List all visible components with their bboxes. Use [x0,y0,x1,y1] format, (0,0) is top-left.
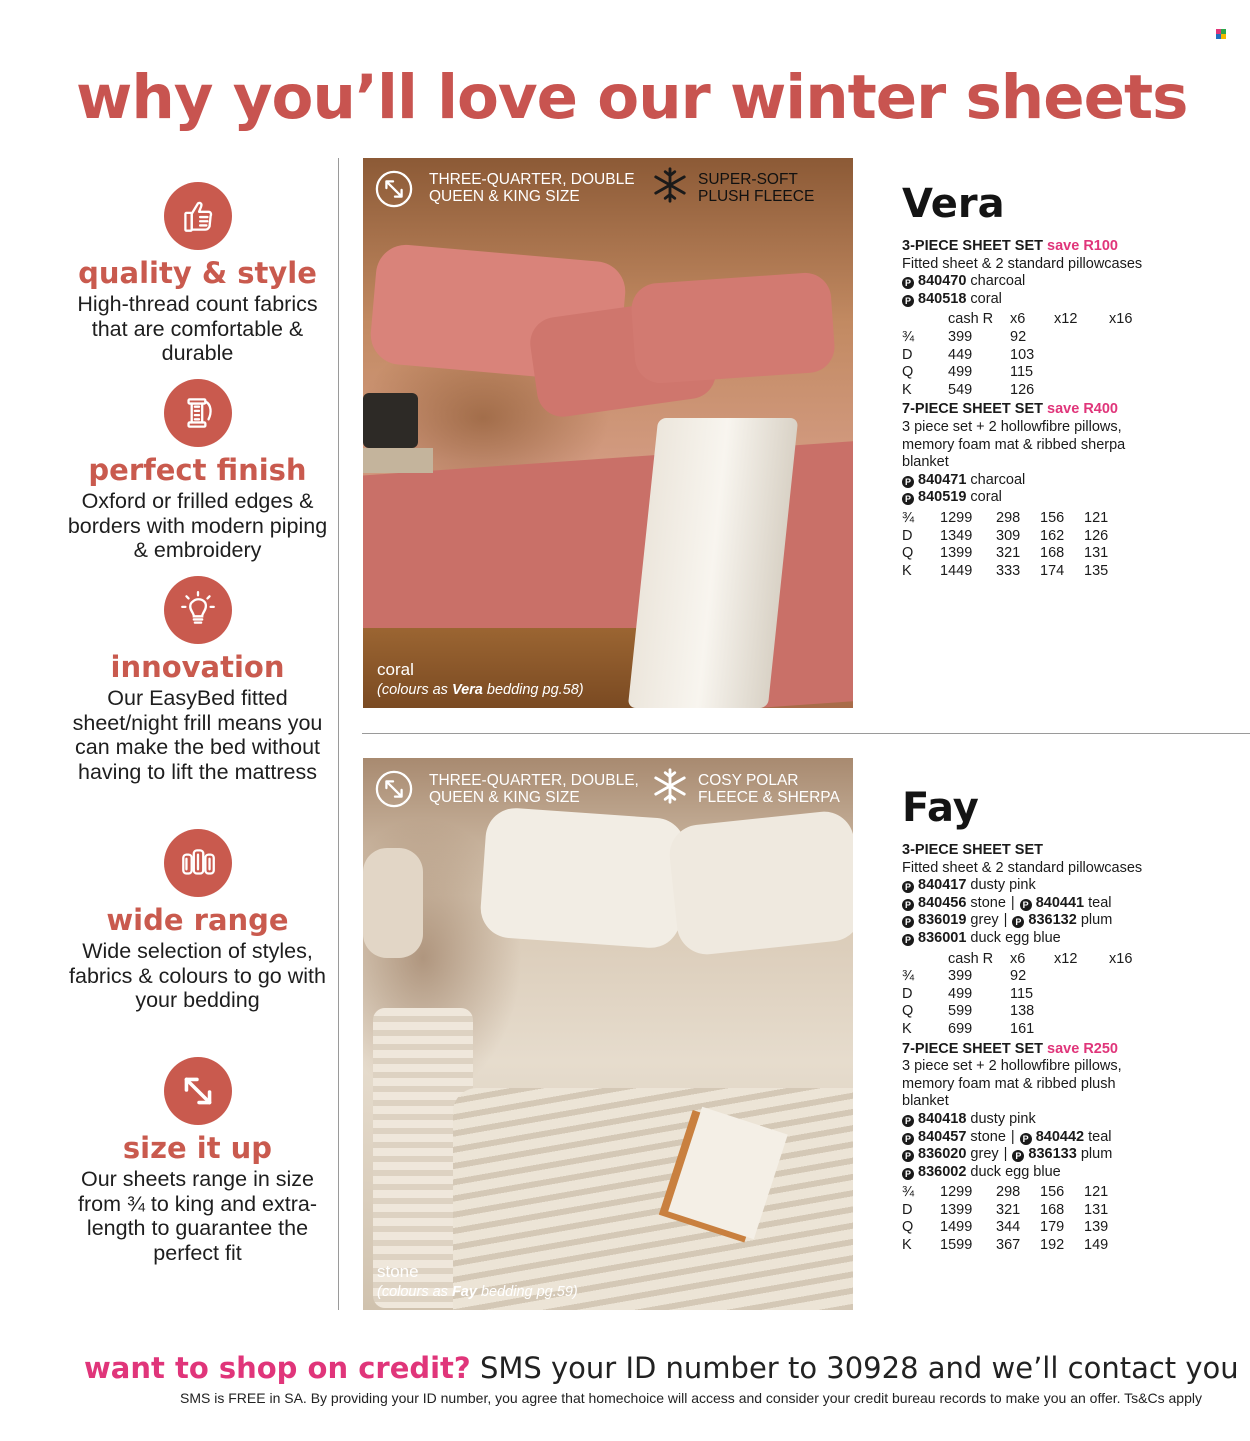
brand-logo [1216,29,1226,39]
fay-product-photo [363,758,853,1310]
pillow [630,271,836,385]
code-marker-icon: P [902,881,914,893]
credit-text: SMS your ID number to 30928 and we’ll contact you [470,1351,1239,1385]
code-marker-icon: P [902,295,914,307]
price-row: ¾ 399 92 [902,328,1027,345]
code-marker-icon: P [902,1133,914,1145]
set-description: Fitted sheet & 2 standard pillowcases [902,255,1143,272]
code-marker-icon: P [1012,1150,1024,1162]
product-name: Fay [902,785,979,831]
price-row: ¾ 1299 298 156 121 [902,509,1109,526]
set-heading [902,842,1242,860]
set-heading [902,1041,1242,1059]
feature-line: COSY POLAR [698,772,799,789]
feature-text: Oxford or frilled edges & borders with modern piping & embroidery [67,489,328,562]
column-divider [338,158,339,1310]
set-title: 3-PIECE SHEET SET [902,842,1044,858]
feature-line: SUPER-SOFT [698,171,798,188]
photo-caption-sub: (colours as Fay bedding pg.59) [377,1284,578,1300]
section-divider [362,733,1250,734]
code-marker-icon: P [902,916,914,928]
price-row: Q 499 115 [902,364,1034,381]
lamp-base [363,848,423,958]
feature-title: perfect finish [88,453,307,487]
set-description: 3 piece set + 2 hollowfibre pillows, memory foam mat & ribbed sherpa blanket [902,418,1126,471]
set-title: 7-PIECE SHEET SET [902,1040,1044,1057]
code-marker-icon: P [902,899,914,911]
code-marker-icon: P [1012,916,1024,928]
snowflake-icon [651,166,689,204]
price-row: D 1349 309 162 126 [902,527,1109,544]
snowflake-icon [651,767,689,805]
code-marker-icon: P [902,476,914,488]
feature-line: QUEEN & KING SIZE [429,789,580,806]
fay-product-info [902,786,1242,1257]
set-description: 3 piece set + 2 hollowfibre pillows, memory foam mat & ribbed plush blanket [902,1058,1122,1110]
product-code-line: P 836020 grey | P 836133 plum [902,1146,1242,1164]
price-row: D 499 115 [902,985,1034,1002]
column-header: x6 [1010,311,1026,328]
credit-lead: want to shop on credit? [84,1351,471,1385]
price-table [902,1184,1108,1254]
feature-line: FLEECE & SHERPA [698,789,840,806]
feature-title: quality & style [78,256,317,290]
pillow [667,809,853,958]
product-code-line: P 836019 grey | P 836132 plum [902,912,1242,930]
books [363,448,433,473]
product-code-line: P 840457 stone | P 840442 teal [902,1129,1242,1147]
feature-text: Our sheets range in size from ¾ to king and extra-length to guarantee the perfect fit [78,1167,317,1265]
feature-line: THREE-QUARTER, DOUBLE, [429,772,639,789]
photo-caption-sub: (colours as Vera bedding pg.58) [377,682,584,698]
save-badge: save R250 [1047,1040,1118,1057]
fabric-rolls-icon [164,829,232,897]
set-heading [902,238,1242,256]
product-code-line: P 840519 coral [902,489,1242,507]
save-badge: save R400 [1047,401,1118,418]
size-feature-label [429,772,639,806]
resize-arrow-icon [164,1057,232,1125]
fabric-feature-label [698,772,840,806]
code-marker-icon: P [1020,1133,1032,1145]
pillow [479,806,688,950]
thumbs-up-icon [164,182,232,250]
column-header: x6 [1010,950,1026,967]
photo-caption: coral [377,660,414,679]
price-table [902,311,1132,399]
code-marker-icon: P [902,1168,914,1180]
price-table [902,510,1108,580]
resize-arrow-icon [375,770,413,808]
set-title: 3-PIECE SHEET SET [902,238,1044,254]
code-marker-icon: P [902,1115,914,1127]
feature-title: size it up [122,1131,273,1165]
feature-text: Wide selection of styles, fabrics & colours to go with your bedding [69,939,326,1012]
price-row: Q 1399 321 168 131 [902,545,1109,562]
price-table [902,951,1132,1039]
code-marker-icon: P [902,277,914,289]
plush-blanket [453,1088,853,1310]
code-marker-icon: P [902,1150,914,1162]
set-title: 7-PIECE SHEET SET [902,401,1044,418]
code-marker-icon: P [1020,899,1032,911]
feature-line: THREE-QUARTER, DOUBLE [429,171,635,188]
column-header: x16 [1109,950,1133,967]
column-header: x12 [1054,950,1078,967]
product-code-line: P 840470 charcoal [902,273,1242,291]
product-code-line: P 840518 coral [902,291,1242,309]
price-row: K 549 126 [902,381,1035,398]
price-row: ¾ 1299 298 156 121 [902,1184,1109,1201]
size-feature-label [429,171,635,205]
price-row: K 1599 367 192 149 [902,1237,1109,1254]
product-code-line: P 840417 dusty pink [902,877,1242,895]
product-code-line: P 840456 stone | P 840441 teal [902,895,1242,913]
feature-line: PLUSH FLEECE [698,188,815,205]
price-row: Q 599 138 [902,1003,1035,1020]
set-description: Fitted sheet & 2 standard pillowcases [902,859,1143,876]
feature-line: QUEEN & KING SIZE [429,188,580,205]
price-row: K 699 161 [902,1020,1035,1037]
price-row: ¾ 399 92 [902,968,1027,985]
thread-spool-icon [164,379,232,447]
lightbulb-icon [164,576,232,644]
vera-product-photo [363,158,853,708]
feature-perfect-finish [60,379,335,563]
resize-arrow-icon [375,170,413,208]
feature-wide-range [60,829,335,1013]
price-row: Q 1499 344 179 139 [902,1219,1109,1236]
credit-offer-banner [84,1350,1239,1386]
feature-quality-style [60,182,335,366]
column-header: cash R [948,950,994,967]
product-name: Vera [902,181,1005,227]
photo-caption: stone [377,1262,419,1281]
code-marker-icon: P [902,493,914,505]
page-title: why you’ll love our winter sheets [76,62,1188,133]
price-row: D 449 103 [902,346,1035,363]
product-code-line: P 836002 duck egg blue [902,1164,1242,1182]
save-badge: save R100 [1047,238,1118,254]
product-code-line: P 840418 dusty pink [902,1111,1242,1129]
price-table-header [902,951,1132,969]
product-code-line: P 836001 duck egg blue [902,930,1242,948]
feature-text: Our EasyBed fitted sheet/night frill means you can make the bed without having to lift the mattress [72,686,323,784]
code-marker-icon: P [902,934,914,946]
product-code-line: P 840471 charcoal [902,472,1242,490]
feature-text: High-thread count fabrics that are comfortable & durable [77,292,318,365]
feature-innovation [60,576,335,784]
column-header: cash R [948,311,994,328]
price-row: D 1399 321 168 131 [902,1201,1109,1218]
credit-disclaimer: SMS is FREE in SA. By providing your ID number, you agree that homechoice will access and consider your credit bureau records to make you an offer. Ts&Cs apply [180,1390,1202,1406]
vera-product-info [902,182,1242,582]
mug [363,393,418,448]
feature-size-it-up [60,1057,335,1265]
column-header: x16 [1109,311,1133,328]
price-table-header [902,311,1132,329]
feature-title: wide range [106,903,289,937]
price-row: K 1449 333 174 135 [902,562,1109,579]
feature-title: innovation [110,650,285,684]
fabric-feature-label [698,171,814,205]
set-heading [902,401,1242,419]
column-header: x12 [1054,311,1078,328]
